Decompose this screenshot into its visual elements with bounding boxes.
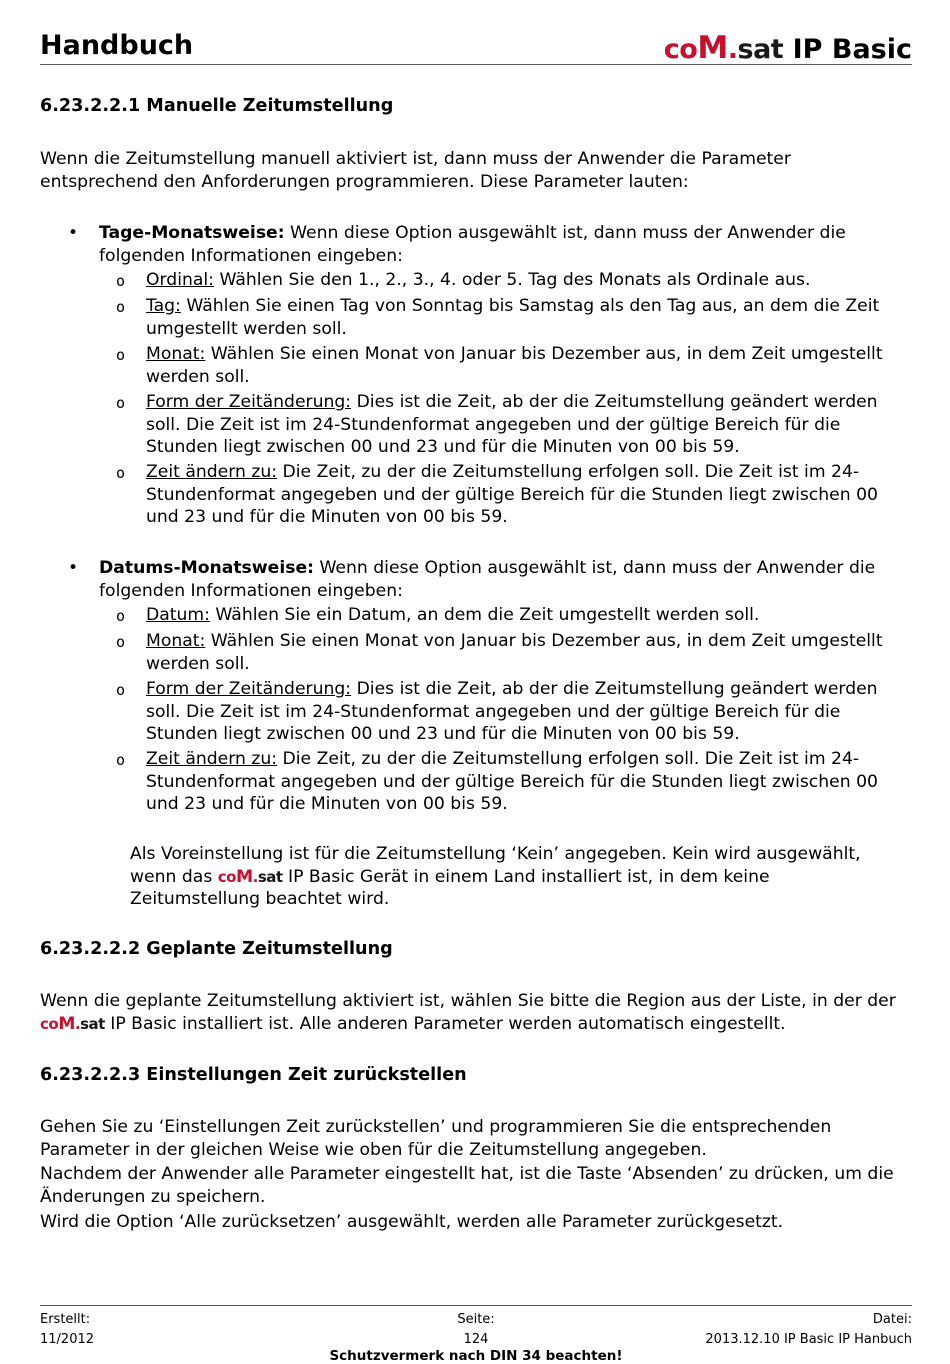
circle-bullet-icon: o (116, 751, 126, 769)
footer-created: Erstellt: 11/2012 (40, 1312, 95, 1347)
page-header (40, 30, 912, 65)
section-reset-p2: Nachdem der Anwender alle Parameter eingestellt hat, ist die Taste ‘Absenden’ zu drücken, um die Änderungen zu speichern. (40, 1164, 894, 1207)
header-brand (664, 30, 912, 66)
bullet-text: Wenn diese Option ausgewählt ist, dann muss der Anwender die folgenden Informationen eingeben: (99, 558, 876, 601)
section-reset-p3: Wird die Option ‘Alle zurücksetzen’ ausgewählt, werden alle Parameter zurückgesetzt. (40, 1212, 784, 1232)
item-label: Monat: (146, 631, 206, 651)
item-text: Wählen Sie einen Tag von Sonntag bis Samstag als den Tag aus, an dem die Zeit umgestellt werden soll. (146, 296, 880, 339)
circle-bullet-icon: o (116, 464, 126, 482)
footer-file: Datei: 2013.12.10 IP Basic IP Hanbuch (705, 1312, 912, 1347)
page-footer (40, 1305, 912, 1364)
item-label: Tag: (146, 296, 181, 316)
comsat-logo: coM.sat (663, 30, 784, 66)
section-heading-planned: 6.23.2.2.2 Geplante Zeitumstellung (40, 939, 393, 959)
bullet-title: Tage-Monatsweise: (99, 223, 285, 243)
item-label: Zeit ändern zu: (146, 462, 278, 482)
bullet-text: Wenn diese Option ausgewählt ist, dann muss der Anwender die folgenden Informationen eingeben: (99, 223, 846, 266)
item-text: Wählen Sie einen Monat von Januar bis Dezember aus, in dem Zeit umgestellt werden soll. (146, 344, 883, 387)
header-product: IP Basic (792, 34, 912, 65)
item-label: Form der Zeitänderung: (146, 679, 352, 699)
footer-protection-note: Schutzvermerk nach DIN 34 beachten! (329, 1348, 623, 1364)
header-title: Handbuch (40, 30, 194, 61)
footer-page: Seite: 124 (40, 1310, 912, 1350)
circle-bullet-icon: o (116, 681, 126, 699)
section-heading-reset: 6.23.2.2.3 Einstellungen Zeit zurückstellen (40, 1065, 467, 1085)
section-planned-text: Wenn die geplante Zeitumstellung aktiviert ist, wählen Sie bitte die Region aus der Liste, in der der coM.sat IP Basic installiert ist. Alle anderen Parameter werden automatisch eingestellt. (40, 991, 896, 1034)
page-number: 124 (463, 1332, 489, 1347)
circle-bullet-icon: o (116, 298, 126, 316)
circle-bullet-icon: o (116, 607, 126, 625)
bullet-title: Datums-Monatsweise: (99, 558, 314, 578)
item-text: Die Zeit, zu der die Zeitumstellung erfolgen soll. Die Zeit ist im 24-Stundenformat angegeben und der gültige Bereich für die Stunden liegt zwischen 00 und 23 und für die Minuten von 00 bis 59. (146, 749, 878, 814)
section-reset-p1: Gehen Sie zu ‘Einstellungen Zeit zurückstellen’ und programmieren Sie die entsprechenden Parameter in der gleichen Weise wie oben für die Zeitumstellung angegeben. (40, 1117, 832, 1160)
item-text: Wählen Sie ein Datum, an dem die Zeit umgestellt werden soll. (209, 605, 760, 625)
bullet-icon: • (68, 558, 79, 578)
item-text: Dies ist die Zeit, ab der die Zeitumstellung geändert werden soll. Die Zeit ist im 24-Stundenformat angegeben und der gültige Bereich für die Stunden liegt zwischen 00 und 23 und für die Minuten von 00 bis 59. (146, 392, 878, 457)
comsat-logo: coM.sat (217, 866, 283, 887)
section-intro: Wenn die Zeitumstellung manuell aktiviert ist, dann muss der Anwender die Parameter entsprechend den Anforderungen programmieren. Diese Parameter lauten: (40, 149, 791, 192)
item-text: Die Zeit, zu der die Zeitumstellung erfolgen soll. Die Zeit ist im 24-Stundenformat angegeben und der gültige Bereich für die Stunden liegt zwischen 00 und 23 und für die Minuten von 00 bis 59. (146, 462, 878, 527)
circle-bullet-icon: o (116, 394, 126, 412)
circle-bullet-icon: o (116, 272, 126, 290)
item-label: Monat: (146, 344, 206, 364)
default-note: Als Voreinstellung ist für die Zeitumstellung ‘Kein’ angegeben. Kein wird ausgewählt, wenn das coM.sat IP Basic Gerät in einem Land installiert ist, in dem keine Zeitumstellung beachtet wird. (130, 844, 861, 909)
item-label: Datum: (146, 605, 210, 625)
circle-bullet-icon: o (116, 633, 126, 651)
circle-bullet-icon: o (116, 346, 126, 364)
comsat-logo: coM.sat (40, 1013, 105, 1034)
item-text: Wählen Sie einen Monat von Januar bis Dezember aus, in dem Zeit umgestellt werden soll. (146, 631, 883, 674)
item-text: Dies ist die Zeit, ab der die Zeitumstellung geändert werden soll. Die Zeit ist im 24-Stundenformat angegeben und der gültige Bereich für die Stunden liegt zwischen 00 und 23 und für die Minuten von 00 bis 59. (146, 679, 878, 744)
section-heading-manual: 6.23.2.2.1 Manuelle Zeitumstellung (40, 96, 394, 116)
item-label: Zeit ändern zu: (146, 749, 278, 769)
item-label: Ordinal: (146, 270, 214, 290)
item-label: Form der Zeitänderung: (146, 392, 352, 412)
bullet-icon: • (68, 223, 79, 243)
item-text: Wählen Sie den 1., 2., 3., 4. oder 5. Tag des Monats als Ordinale aus. (213, 270, 811, 290)
